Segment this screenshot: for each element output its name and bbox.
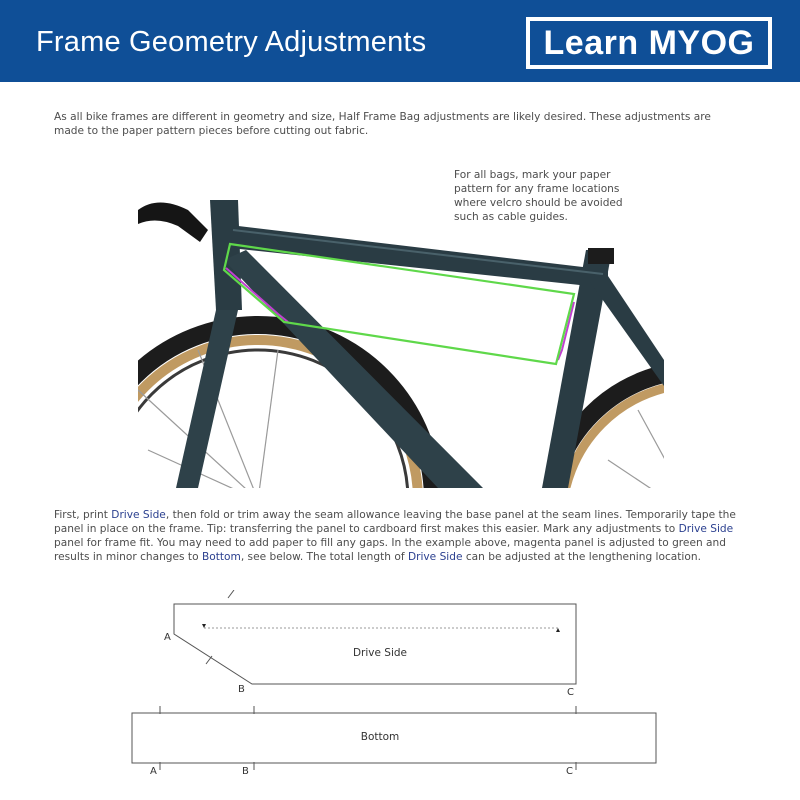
- drive-side-link[interactable]: Drive Side: [111, 509, 166, 521]
- marker-b: B: [242, 766, 249, 777]
- handlebar: [138, 203, 208, 243]
- velcro-callout: For all bags, mark your paper pattern for any frame locations where velcro should be avoided such as cable guides.: [454, 169, 623, 223]
- pattern-diagram: [120, 590, 680, 790]
- instructions-text: can be adjusted at the lengthening location.: [462, 551, 701, 563]
- instructions-paragraph: [54, 508, 744, 564]
- marker-c: C: [566, 766, 573, 777]
- drive-side-link[interactable]: Drive Side: [678, 523, 734, 535]
- drive-side-label: Drive Side: [352, 647, 408, 659]
- instructions-text: , then fold or trim away the seam allowance leaving the base panel at the seam lines. Temporarily tape the panel in place on the frame. Tip: transferring the panel to cardboard first makes this easier. Mark any adjustments to: [54, 509, 736, 535]
- instructions-text: , see below. The total length of: [240, 551, 408, 563]
- bottom-link[interactable]: Bottom: [201, 551, 241, 563]
- instructions-text: panel for frame fit. You may need to add paper to fill any gaps. In the example above, magenta panel is adjusted to green and results in minor changes to: [54, 537, 726, 563]
- learn-myog-logo[interactable]: Learn MYOG: [526, 17, 772, 69]
- bike-frame-photo: [138, 190, 664, 488]
- marker-a: A: [164, 632, 171, 643]
- top-tube: [230, 225, 608, 288]
- down-tube: [224, 250, 483, 488]
- drive-side-link[interactable]: Drive Side: [407, 551, 463, 563]
- page-title: Frame Geometry Adjustments: [36, 26, 427, 58]
- seat-collar: [588, 248, 614, 264]
- seat-stay: [590, 276, 664, 386]
- marker-c: C: [567, 687, 574, 698]
- bike-frame-illustration: [138, 190, 664, 488]
- bottom-label: Bottom: [360, 731, 400, 743]
- drive-side-panel: [174, 604, 576, 684]
- intro-paragraph: As all bike frames are different in geometry and size, Half Frame Bag adjustments are likely desired. These adjustments are made to the paper pattern pieces before cutting out fabric.: [54, 111, 711, 137]
- marker-b: B: [238, 684, 245, 695]
- pattern-pieces-svg: [120, 590, 680, 790]
- page-header: [0, 0, 800, 82]
- instructions-text: First, print: [54, 509, 112, 521]
- marker-a: A: [150, 766, 157, 777]
